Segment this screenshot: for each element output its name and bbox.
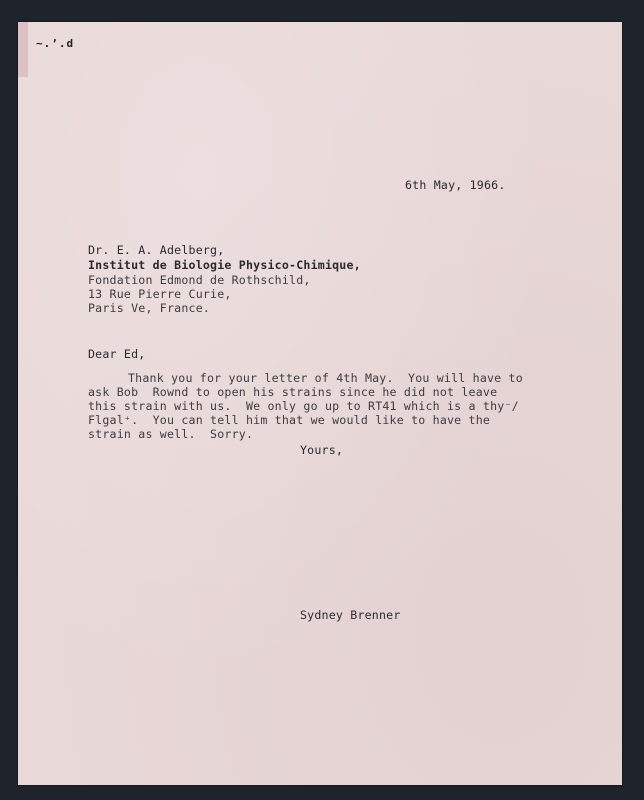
letter-salutation: Dear Ed, <box>88 347 146 361</box>
recipient-city: Paris Ve, France. <box>88 301 211 315</box>
letter-date: 6th May, 1966. <box>405 178 506 192</box>
letter-signature: Sydney Brenner <box>300 608 401 622</box>
pencil-mark-edge <box>18 22 28 77</box>
body-line: ask Bob Rownd to open his strains since he did not leave <box>88 385 498 399</box>
body-line: Thank you for your letter of 4th May. You will have to <box>128 371 523 385</box>
body-line: this strain with us. We only go up to RT41 which is a thy⁻/ <box>88 399 519 413</box>
corner-handwritten-mark: ~.ʼ.d <box>36 37 75 50</box>
recipient-street: 13 Rue Pierre Curie, <box>88 287 232 301</box>
body-line: Flgal⁺. You can tell him that we would like to have the <box>88 413 491 427</box>
recipient-institution: Institut de Biologie Physico-Chimique, <box>88 258 361 272</box>
letter-closing: Yours, <box>300 443 344 457</box>
body-line: strain as well. Sorry. <box>88 427 254 441</box>
recipient-name: Dr. E. A. Adelberg, <box>88 243 225 257</box>
recipient-foundation: Fondation Edmond de Rothschild, <box>88 273 311 287</box>
letter-paper <box>18 22 622 785</box>
